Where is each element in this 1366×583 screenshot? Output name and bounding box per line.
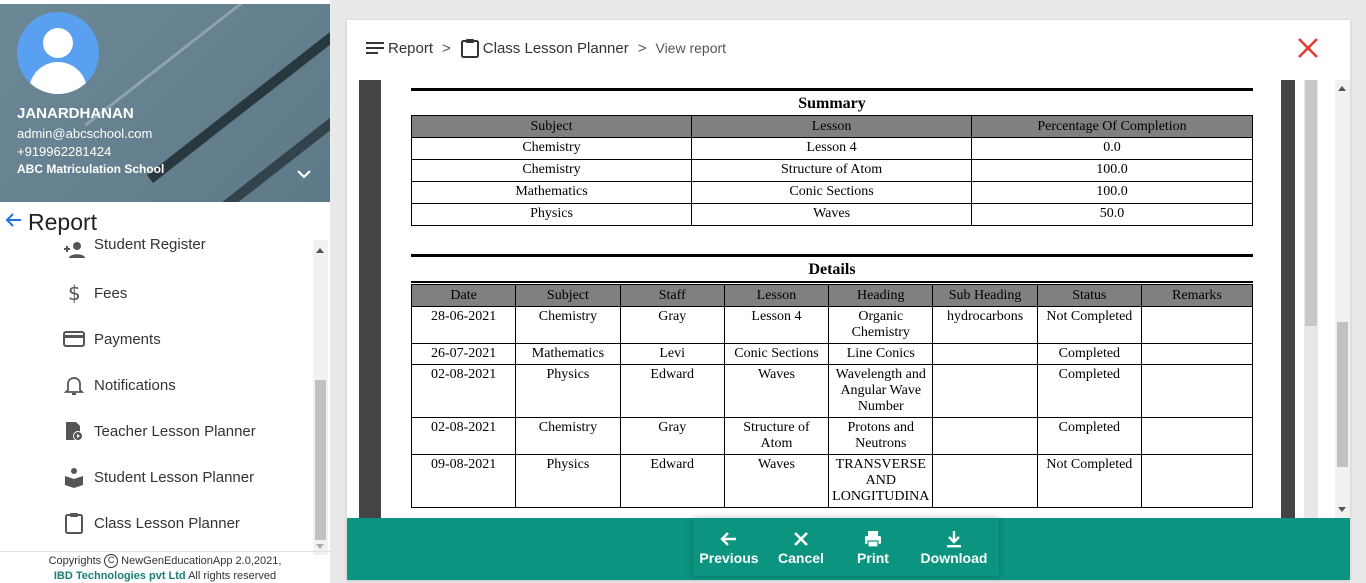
table-cell: Mathematics: [412, 182, 692, 204]
profile-email: admin@abcschool.com: [17, 126, 153, 141]
table-cell: Physics: [516, 365, 620, 418]
column-header: Status: [1037, 285, 1141, 307]
sidebar-item-fees[interactable]: [0, 270, 312, 316]
table-cell: Mathematics: [516, 344, 620, 365]
sidebar-item-label: Fees: [94, 284, 128, 302]
table-cell: Edward: [620, 365, 724, 418]
printer-icon: [863, 529, 883, 549]
table-cell: [1141, 418, 1252, 455]
sidebar-menu: [0, 236, 312, 546]
breadcrumb: [365, 38, 726, 58]
student-planner-icon: [62, 465, 86, 489]
footer-company-link[interactable]: IBD Technologies pvt Ltd: [53, 570, 186, 582]
profile-name: JANARDHANAN: [17, 105, 134, 122]
sidebar-item-label: Student Register: [94, 236, 206, 253]
table-cell: Lesson 4: [724, 307, 828, 344]
clipboard-icon: [460, 38, 480, 58]
table-cell: Completed: [1037, 418, 1141, 455]
report-document: [411, 88, 1253, 508]
table-cell: Not Completed: [1037, 307, 1141, 344]
table-cell: [1141, 344, 1252, 365]
table-cell: [933, 418, 1037, 455]
sidebar-item-label: Teacher Lesson Planner: [94, 422, 256, 440]
sidebar-item-payments[interactable]: [0, 316, 312, 362]
column-header: Subject: [516, 285, 620, 307]
clipboard-icon: [62, 511, 86, 535]
breadcrumb-report[interactable]: Report: [388, 39, 434, 57]
pdf-page: [381, 80, 1281, 518]
previous-button[interactable]: [693, 518, 765, 576]
table-cell: [1141, 307, 1252, 344]
sidebar-title-row: [0, 206, 97, 238]
table-cell: 100.0: [972, 182, 1253, 204]
table-cell: Not Completed: [1037, 455, 1141, 508]
table-cell: 50.0: [972, 204, 1253, 226]
breadcrumb-class-lesson-planner[interactable]: Class Lesson Planner: [482, 39, 629, 57]
column-header: Sub Heading: [933, 285, 1037, 307]
breadcrumb-separator: >: [637, 39, 647, 57]
table-cell: Structure of Atom: [724, 418, 828, 455]
table-cell: Structure of Atom: [692, 160, 972, 182]
table-cell: Chemistry: [412, 138, 692, 160]
breadcrumb-separator: >: [442, 39, 451, 57]
table-cell: Edward: [620, 455, 724, 508]
details-table: [411, 284, 1253, 508]
table-cell: Waves: [724, 365, 828, 418]
column-header: Remarks: [1141, 285, 1252, 307]
footer-copyright-label: Copyrights: [48, 555, 102, 567]
menu-lines-icon: [365, 38, 385, 58]
footer: [0, 551, 330, 583]
table-cell: Physics: [516, 455, 620, 508]
column-header: Staff: [620, 285, 724, 307]
sidebar-item-label: Payments: [94, 330, 161, 348]
action-bar: [347, 518, 1350, 580]
close-icon[interactable]: [1296, 36, 1320, 60]
print-button[interactable]: [837, 518, 909, 576]
table-cell: Chemistry: [516, 418, 620, 455]
table-row: [412, 182, 1253, 204]
print-label: Print: [857, 549, 889, 566]
table-cell: Protons and Neutrons: [829, 418, 933, 455]
back-arrow-icon[interactable]: [0, 210, 28, 235]
download-icon: [944, 529, 964, 549]
table-row: [412, 307, 1253, 344]
column-header: Subject: [412, 116, 692, 138]
table-cell: 09-08-2021: [412, 455, 516, 508]
chevron-down-icon[interactable]: [296, 166, 312, 182]
sidebar: [0, 0, 330, 583]
table-cell: 02-08-2021: [412, 418, 516, 455]
table-cell: Gray: [620, 307, 724, 344]
bell-icon: [62, 373, 86, 397]
cancel-button[interactable]: [765, 518, 837, 576]
previous-label: Previous: [699, 549, 759, 566]
table-cell: TRANSVERSE AND LONGITUDINA: [829, 455, 933, 508]
download-label: Download: [920, 549, 988, 566]
profile-header: [0, 4, 330, 202]
panel-scrollbar[interactable]: [1335, 80, 1350, 518]
action-buttons: [693, 518, 999, 576]
table-cell: 26-07-2021: [412, 344, 516, 365]
table-cell: Waves: [692, 204, 972, 226]
teacher-planner-icon: [62, 419, 86, 443]
report-panel: [347, 20, 1350, 580]
table-cell: 0.0: [972, 138, 1253, 160]
profile-phone: +919962281424: [17, 144, 112, 159]
table-cell: Conic Sections: [692, 182, 972, 204]
table-cell: Wavelength and Angular Wave Number: [829, 365, 933, 418]
table-cell: 28-06-2021: [412, 307, 516, 344]
summary-title: Summary: [798, 95, 866, 112]
column-header: Lesson: [724, 285, 828, 307]
table-row: [412, 418, 1253, 455]
viewer-scrollbar[interactable]: [1304, 80, 1318, 518]
footer-app-version: NewGenEducationApp 2.0,2021,: [121, 555, 282, 567]
footer-rights: All rights reserved: [188, 570, 277, 582]
sidebar-title: Report: [28, 208, 98, 235]
sidebar-item-notifications[interactable]: [0, 362, 312, 408]
table-cell: hydrocarbons: [933, 307, 1037, 344]
table-cell: 02-08-2021: [412, 365, 516, 418]
table-cell: [933, 344, 1037, 365]
details-title: Details: [808, 261, 856, 278]
column-header: Heading: [829, 285, 933, 307]
pdf-viewer[interactable]: [359, 80, 1295, 518]
table-cell: Line Conics: [829, 344, 933, 365]
arrow-left-icon: [719, 529, 739, 549]
credit-card-icon: [62, 327, 86, 351]
add-person-icon: [62, 238, 86, 262]
svg-text:$: $: [68, 281, 81, 305]
avatar[interactable]: [17, 12, 99, 94]
table-cell: Chemistry: [412, 160, 692, 182]
download-button[interactable]: [909, 518, 999, 576]
table-cell: Chemistry: [516, 307, 620, 344]
table-row: [412, 138, 1253, 160]
cancel-label: Cancel: [778, 549, 824, 566]
column-header: Date: [412, 285, 516, 307]
table-row: [412, 365, 1253, 418]
table-cell: [1141, 365, 1252, 418]
table-cell: Physics: [412, 204, 692, 226]
table-cell: Completed: [1037, 344, 1141, 365]
copyright-icon: C: [104, 554, 118, 568]
sidebar-item-teacher-lesson-planner[interactable]: [0, 408, 312, 454]
sidebar-scrollbar[interactable]: [313, 240, 328, 555]
sidebar-item-class-lesson-planner[interactable]: [0, 500, 312, 546]
table-cell: [933, 365, 1037, 418]
sidebar-item-student-register[interactable]: [0, 236, 312, 260]
table-cell: Levi: [620, 344, 724, 365]
table-row: [412, 204, 1253, 226]
table-cell: Conic Sections: [724, 344, 828, 365]
summary-table: [411, 115, 1253, 226]
close-icon: [791, 529, 811, 549]
table-cell: Waves: [724, 455, 828, 508]
table-cell: [933, 455, 1037, 508]
sidebar-item-student-lesson-planner[interactable]: [0, 454, 312, 500]
table-row: [412, 344, 1253, 365]
column-header: Percentage Of Completion: [972, 116, 1253, 138]
table-cell: 100.0: [972, 160, 1253, 182]
table-row: [412, 160, 1253, 182]
table-cell: Completed: [1037, 365, 1141, 418]
table-cell: Gray: [620, 418, 724, 455]
sidebar-item-label: Class Lesson Planner: [94, 514, 240, 532]
column-header: Lesson: [692, 116, 972, 138]
table-row: [412, 455, 1253, 508]
table-cell: Organic Chemistry: [829, 307, 933, 344]
profile-school: ABC Matriculation School: [17, 162, 165, 176]
table-cell: [1141, 455, 1252, 508]
sidebar-item-label: Notifications: [94, 376, 176, 394]
breadcrumb-current: View report: [655, 40, 727, 56]
sidebar-item-label: Student Lesson Planner: [94, 468, 255, 486]
table-cell: Lesson 4: [692, 138, 972, 160]
dollar-icon: [62, 281, 86, 305]
